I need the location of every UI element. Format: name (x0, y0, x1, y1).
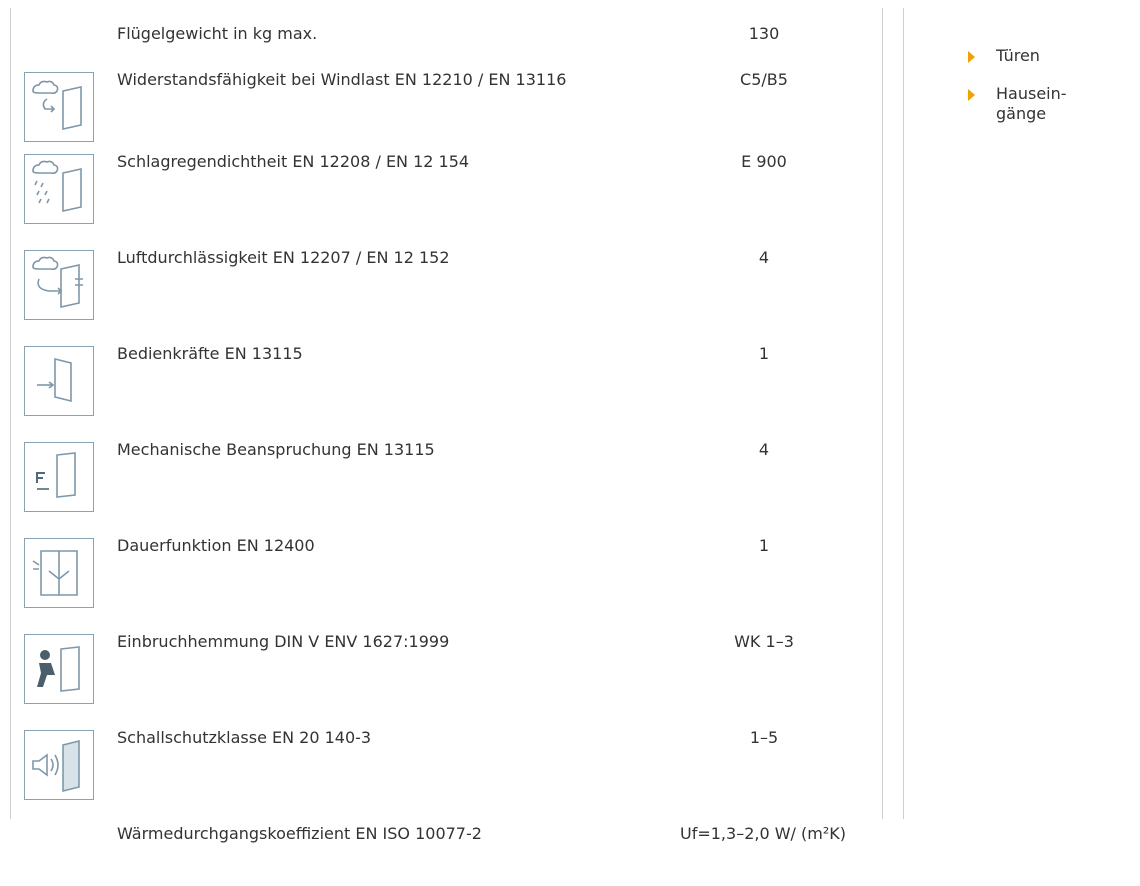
spec-label: Schlagregendichtheit EN 12208 / EN 12 154 (117, 152, 470, 171)
sidebar-item-tueren[interactable] (964, 46, 1124, 66)
content-right-divider (882, 8, 883, 819)
spec-row-wind-load (16, 72, 856, 154)
spec-row-wing-weight (16, 26, 856, 72)
spec-table (16, 26, 856, 886)
spec-value: C5/B5 (740, 70, 788, 89)
spec-row-operating-force (16, 346, 856, 442)
spec-value: 130 (748, 24, 780, 43)
arrow-bullet-icon (968, 51, 975, 63)
spec-value: Uf=1,3–2,0 W/ (m²K) (680, 824, 846, 843)
spec-value: 1–5 (749, 728, 779, 747)
air-permeability-icon (24, 250, 94, 320)
arrow-bullet-icon (968, 89, 975, 101)
wind-load-icon (24, 72, 94, 142)
spec-value: 4 (758, 440, 770, 459)
spec-label: Luftdurchlässigkeit EN 12207 / EN 12 152 (117, 248, 450, 267)
mechanical-strength-icon (24, 442, 94, 512)
sidebar-left-divider (903, 8, 904, 819)
spec-value: 1 (758, 344, 770, 363)
operating-force-icon (24, 346, 94, 416)
spec-label: Flügelgewicht in kg max. (117, 24, 318, 43)
spec-label: Wärmedurchgangskoeffizient EN ISO 10077-2 (117, 824, 482, 843)
spec-label: Dauerfunktion EN 12400 (117, 536, 315, 555)
spec-row-burglar-resistance (16, 634, 856, 730)
spec-label: Mechanische Beanspruchung EN 13115 (117, 440, 435, 459)
spec-row-durability (16, 538, 856, 634)
spec-row-sound-insulation (16, 730, 856, 826)
spec-value: 4 (758, 248, 770, 267)
spec-label: Einbruchhemmung DIN V ENV 1627:1999 (117, 632, 450, 651)
spec-value: 1 (758, 536, 770, 555)
spec-row-air-permeability (16, 250, 856, 346)
sound-insulation-icon (24, 730, 94, 800)
sidebar-item-label[interactable]: Türen (996, 46, 1040, 65)
spec-value: WK 1–3 (734, 632, 794, 651)
spec-label: Schallschutzklasse EN 20 140-3 (117, 728, 372, 747)
spec-label: Widerstandsfähigkeit bei Windlast EN 12210 / EN 13116 (117, 70, 567, 89)
spec-row-mechanical-strength (16, 442, 856, 538)
sidebar-item-label[interactable]: Hausein- gänge (996, 84, 1067, 123)
sidebar-item-hauseingaenge[interactable] (964, 84, 1124, 124)
left-divider (10, 8, 11, 819)
rain-tightness-icon (24, 154, 94, 224)
spec-row-rain-tightness (16, 154, 856, 250)
sidebar-nav (964, 46, 1124, 142)
spec-row-thermal-transmittance (16, 826, 856, 886)
burglar-resistance-icon (24, 634, 94, 704)
durability-icon (24, 538, 94, 608)
spec-value: E 900 (741, 152, 787, 171)
spec-label: Bedienkräfte EN 13115 (117, 344, 303, 363)
